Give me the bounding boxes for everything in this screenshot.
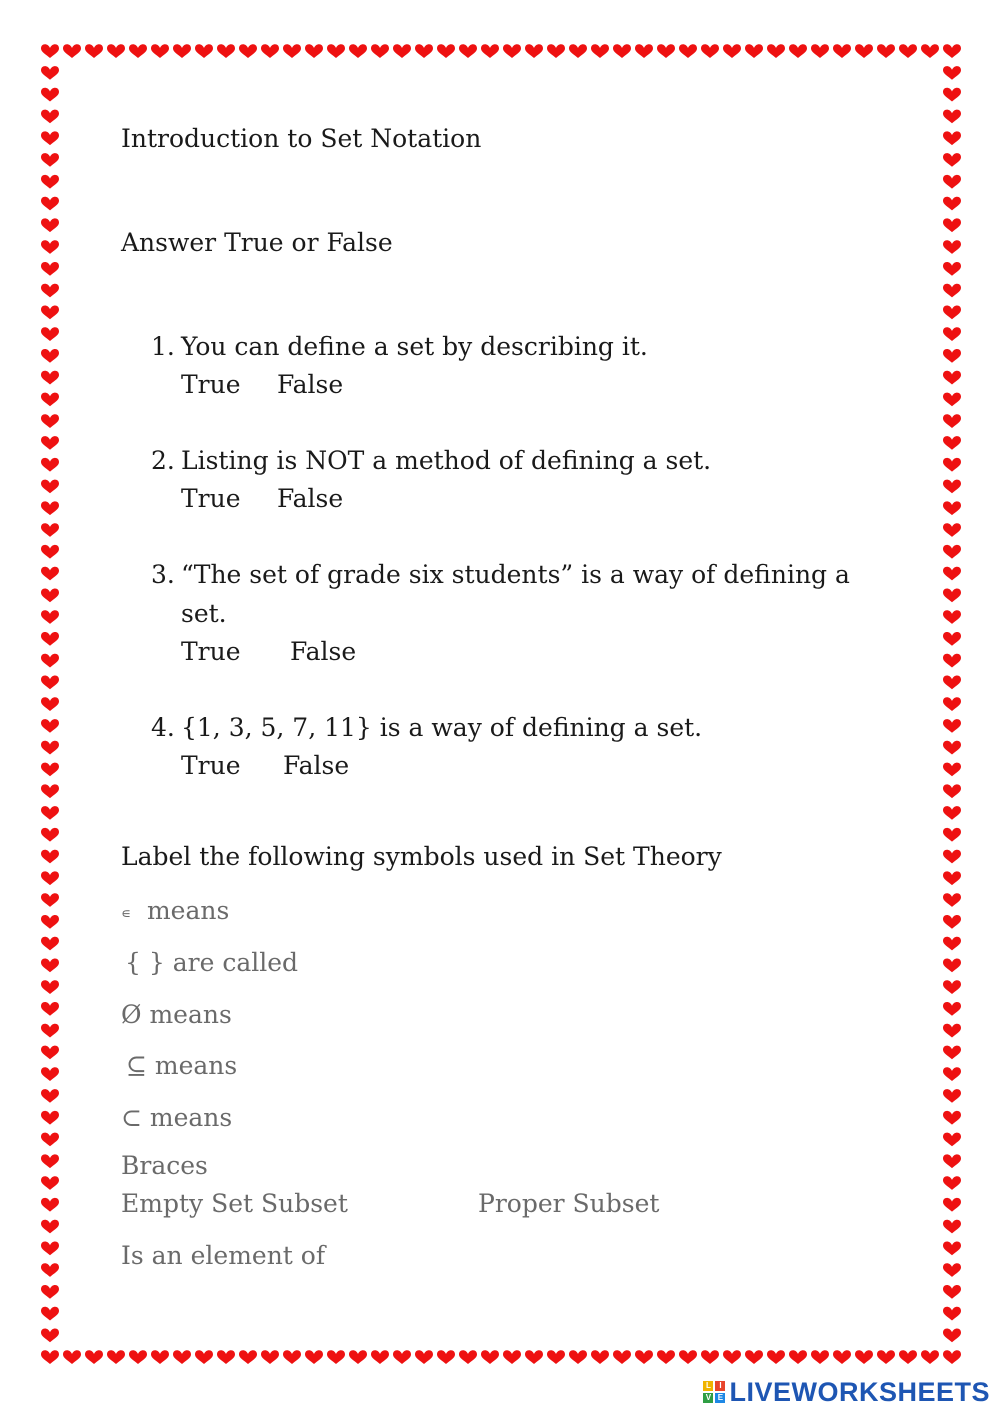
heart-icon: [41, 501, 59, 515]
heart-icon: [41, 458, 59, 472]
symbol-label: means: [146, 896, 230, 925]
heart-icon: [943, 501, 961, 515]
heart-icon: [283, 44, 301, 58]
heart-icon: [41, 1242, 59, 1256]
heart-icon: [701, 1350, 719, 1364]
heart-icon: [41, 1133, 59, 1147]
heart-icon: [833, 44, 851, 58]
heart-icon: [943, 937, 961, 951]
heart-icon: [943, 306, 961, 320]
symbol-label: means: [154, 1051, 238, 1080]
heart-icon: [899, 1350, 917, 1364]
heart-icon: [943, 871, 961, 885]
heart-icon: [327, 44, 345, 58]
heart-icon: [547, 1350, 565, 1364]
symbol-row-subset: [126, 1048, 445, 1081]
heart-icon: [789, 44, 807, 58]
heart-icon: [943, 850, 961, 864]
heart-icon: [635, 1350, 653, 1364]
heart-icon: [41, 784, 59, 798]
heart-icon: [943, 197, 961, 211]
heart-icon: [261, 1350, 279, 1364]
option-empty-set-subset[interactable]: Empty Set Subset: [121, 1189, 348, 1218]
element-of-symbol: ∊: [121, 906, 132, 922]
heart-icon: [261, 44, 279, 58]
true-option[interactable]: True: [181, 484, 241, 513]
heart-icon: [41, 523, 59, 537]
heart-icon: [943, 110, 961, 124]
heart-icon: [349, 1350, 367, 1364]
heart-icon: [569, 1350, 587, 1364]
heart-icon: [943, 1024, 961, 1038]
question-text: Listing is NOT a method of defining a set.: [181, 446, 712, 475]
logo-icon: [703, 1381, 725, 1403]
heart-icon: [41, 110, 59, 124]
heart-icon: [943, 371, 961, 385]
heart-icon: [41, 284, 59, 298]
heart-icon: [41, 371, 59, 385]
symbol-row-proper-subset: [121, 1100, 440, 1133]
empty-set-symbol: Ø: [121, 1000, 142, 1029]
question-number: 4.: [151, 713, 175, 742]
heart-icon: [41, 393, 59, 407]
heart-icon: [41, 697, 59, 711]
heart-icon: [41, 327, 59, 341]
heart-icon: [41, 66, 59, 80]
symbol-label: means: [149, 1000, 232, 1029]
true-option[interactable]: True: [181, 637, 241, 666]
heart-icon: [943, 915, 961, 929]
heart-icon: [41, 545, 59, 559]
heart-icon: [943, 523, 961, 537]
heart-icon: [41, 676, 59, 690]
heart-icon: [833, 1350, 851, 1364]
heart-icon: [129, 1350, 147, 1364]
heart-icon: [503, 1350, 521, 1364]
heart-icon: [811, 1350, 829, 1364]
symbol-drop-target[interactable]: [240, 1100, 440, 1126]
heart-icon: [613, 1350, 631, 1364]
heart-icon: [41, 240, 59, 254]
heart-icon: [41, 806, 59, 820]
heart-icon: [943, 218, 961, 232]
heart-icon: [943, 66, 961, 80]
heart-icon: [41, 1329, 59, 1343]
heart-icon: [63, 44, 81, 58]
heart-icon: [41, 1350, 59, 1364]
heart-icon: [41, 1307, 59, 1321]
heart-icon: [85, 1350, 103, 1364]
heart-icon: [943, 1133, 961, 1147]
heart-icon: [657, 1350, 675, 1364]
heart-icon: [591, 44, 609, 58]
heart-icon: [679, 44, 697, 58]
question-number: 3.: [151, 560, 175, 589]
heart-icon: [679, 1350, 697, 1364]
heart-icon: [723, 44, 741, 58]
heart-icon: [41, 1263, 59, 1277]
symbol-row-element-of: [121, 893, 437, 929]
instructions: Answer True or False: [121, 228, 393, 257]
heart-icon: [41, 567, 59, 581]
question-text: “The set of grade six students” is a way of defining a: [181, 560, 850, 589]
heart-icon: [943, 327, 961, 341]
false-option[interactable]: False: [283, 751, 350, 780]
heart-icon: [811, 44, 829, 58]
heart-icon: [41, 654, 59, 668]
heart-icon: [41, 915, 59, 929]
option-proper-subset[interactable]: Proper Subset: [478, 1189, 660, 1218]
heart-icon: [943, 1176, 961, 1190]
heart-icon: [943, 1002, 961, 1016]
heart-icon: [943, 676, 961, 690]
heart-icon: [943, 1198, 961, 1212]
page-title: Introduction to Set Notation: [121, 124, 482, 153]
heart-icon: [393, 1350, 411, 1364]
option-element-of[interactable]: Is an element of: [121, 1241, 326, 1270]
heart-icon: [503, 44, 521, 58]
heart-icon: [547, 44, 565, 58]
heart-icon: [41, 763, 59, 777]
heart-icon: [415, 1350, 433, 1364]
heart-icon: [525, 44, 543, 58]
heart-icon: [173, 44, 191, 58]
symbol-drop-target[interactable]: [245, 1048, 445, 1074]
heart-icon: [41, 349, 59, 363]
heart-icon: [217, 44, 235, 58]
heart-icon: [195, 44, 213, 58]
question-number: 1.: [151, 332, 175, 361]
heart-icon: [41, 131, 59, 145]
heart-icon: [613, 44, 631, 58]
heart-icon: [459, 1350, 477, 1364]
heart-icon: [943, 458, 961, 472]
heart-icon: [943, 741, 961, 755]
heart-icon: [943, 610, 961, 624]
heart-icon: [41, 1154, 59, 1168]
heart-icon: [107, 44, 125, 58]
heart-icon: [943, 1067, 961, 1081]
symbol-row-braces: [125, 945, 506, 978]
heart-icon: [41, 893, 59, 907]
heart-icon: [41, 1176, 59, 1190]
heart-icon: [41, 175, 59, 189]
heart-icon: [41, 436, 59, 450]
heart-icon: [41, 741, 59, 755]
heart-icon: [41, 719, 59, 733]
heart-icon: [943, 284, 961, 298]
heart-icon: [239, 44, 257, 58]
heart-icon: [723, 1350, 741, 1364]
heart-icon: [943, 959, 961, 973]
logo-letter-v: V: [703, 1393, 713, 1403]
heart-icon: [41, 1089, 59, 1103]
heart-icon: [855, 44, 873, 58]
heart-icon: [41, 1046, 59, 1060]
symbol-label: means: [149, 1103, 233, 1132]
heart-icon: [525, 1350, 543, 1364]
heart-icon: [767, 1350, 785, 1364]
heart-icon: [943, 1350, 961, 1364]
false-option[interactable]: False: [277, 370, 344, 399]
heart-icon: [921, 1350, 939, 1364]
question-text: You can define a set by describing it.: [181, 332, 648, 361]
heart-icon: [173, 1350, 191, 1364]
question-text: {1, 3, 5, 7, 11} is a way of defining a set.: [181, 713, 703, 742]
heart-icon: [41, 1198, 59, 1212]
logo-letter-l: L: [703, 1381, 713, 1391]
subset-symbol: ⊆: [126, 1051, 147, 1080]
question-text-continued: set.: [181, 599, 227, 628]
heart-icon: [85, 44, 103, 58]
heart-icon: [943, 1154, 961, 1168]
heart-icon: [41, 1067, 59, 1081]
false-option[interactable]: False: [277, 484, 344, 513]
liveworksheets-logo[interactable]: [703, 1376, 990, 1408]
heart-icon: [41, 610, 59, 624]
heart-icon: [459, 44, 477, 58]
heart-icon: [943, 1220, 961, 1234]
logo-letter-e: E: [715, 1393, 725, 1403]
heart-icon: [151, 1350, 169, 1364]
heart-icon: [393, 44, 411, 58]
heart-icon: [635, 44, 653, 58]
heart-icon: [943, 828, 961, 842]
heart-icon: [41, 1111, 59, 1125]
heart-icon: [943, 763, 961, 777]
heart-icon: [41, 197, 59, 211]
heart-icon: [569, 44, 587, 58]
heart-icon: [943, 980, 961, 994]
heart-icon: [41, 850, 59, 864]
braces-symbol: { }: [125, 948, 165, 977]
heart-icon: [41, 980, 59, 994]
heart-icon: [305, 1350, 323, 1364]
heart-icon: [107, 1350, 125, 1364]
heart-icon: [283, 1350, 301, 1364]
heart-icon: [701, 44, 719, 58]
proper-subset-symbol: ⊂: [121, 1103, 142, 1132]
heart-icon: [41, 414, 59, 428]
heart-icon: [41, 1024, 59, 1038]
heart-icon: [371, 44, 389, 58]
heart-icon: [943, 1046, 961, 1060]
heart-icon: [943, 1307, 961, 1321]
heart-icon: [943, 240, 961, 254]
heart-icon: [943, 153, 961, 167]
heart-icon: [745, 44, 763, 58]
heart-icon: [481, 44, 499, 58]
heart-icon: [943, 131, 961, 145]
heart-icon: [943, 1242, 961, 1256]
heart-icon: [877, 1350, 895, 1364]
heart-icon: [943, 44, 961, 58]
heart-icon: [41, 632, 59, 646]
heart-icon: [877, 44, 895, 58]
heart-icon: [943, 697, 961, 711]
heart-icon: [481, 1350, 499, 1364]
heart-icon: [41, 1285, 59, 1299]
heart-icon: [41, 1002, 59, 1016]
option-braces[interactable]: Braces: [121, 1151, 208, 1180]
heart-icon: [943, 88, 961, 102]
heart-icon: [767, 44, 785, 58]
heart-icon: [41, 589, 59, 603]
heart-icon: [943, 567, 961, 581]
heart-icon: [943, 654, 961, 668]
heart-icon: [943, 632, 961, 646]
symbol-drop-target[interactable]: [237, 893, 437, 919]
heart-icon: [239, 1350, 257, 1364]
true-option[interactable]: True: [181, 751, 241, 780]
brand-name: LIVEWORKSHEETS: [729, 1376, 990, 1407]
heart-icon: [41, 828, 59, 842]
logo-letter-i: I: [715, 1381, 725, 1391]
label-section-heading: Label the following symbols used in Set Theory: [121, 842, 722, 871]
symbol-label: are called: [172, 948, 299, 977]
heart-icon: [195, 1350, 213, 1364]
question-number: 2.: [151, 446, 175, 475]
heart-icon: [943, 349, 961, 363]
heart-icon: [371, 1350, 389, 1364]
symbol-drop-target[interactable]: [240, 997, 440, 1023]
heart-icon: [41, 480, 59, 494]
heart-icon: [41, 1220, 59, 1234]
heart-icon: [943, 414, 961, 428]
heart-icon: [41, 218, 59, 232]
heart-icon: [305, 44, 323, 58]
heart-icon: [943, 393, 961, 407]
heart-icon: [943, 436, 961, 450]
symbol-drop-target[interactable]: [306, 945, 506, 971]
heart-icon: [151, 44, 169, 58]
heart-icon: [591, 1350, 609, 1364]
heart-icon: [943, 1089, 961, 1103]
heart-icon: [943, 806, 961, 820]
heart-icon: [415, 44, 433, 58]
heart-icon: [217, 1350, 235, 1364]
heart-icon: [899, 44, 917, 58]
heart-icon: [745, 1350, 763, 1364]
heart-icon: [855, 1350, 873, 1364]
heart-icon: [921, 44, 939, 58]
heart-icon: [943, 1263, 961, 1277]
heart-icon: [41, 44, 59, 58]
heart-icon: [943, 784, 961, 798]
heart-icon: [63, 1350, 81, 1364]
heart-icon: [943, 545, 961, 559]
true-option[interactable]: True: [181, 370, 241, 399]
heart-icon: [41, 262, 59, 276]
heart-icon: [41, 959, 59, 973]
heart-icon: [943, 480, 961, 494]
heart-icon: [789, 1350, 807, 1364]
heart-icon: [943, 719, 961, 733]
heart-icon: [437, 1350, 455, 1364]
heart-icon: [349, 44, 367, 58]
heart-icon: [943, 893, 961, 907]
symbol-row-empty-set: [121, 997, 440, 1030]
heart-icon: [129, 44, 147, 58]
heart-icon: [41, 88, 59, 102]
heart-icon: [943, 175, 961, 189]
heart-icon: [943, 262, 961, 276]
heart-icon: [41, 153, 59, 167]
false-option[interactable]: False: [290, 637, 357, 666]
heart-icon: [943, 1329, 961, 1343]
heart-icon: [327, 1350, 345, 1364]
heart-icon: [437, 44, 455, 58]
heart-icon: [41, 871, 59, 885]
heart-icon: [41, 306, 59, 320]
heart-icon: [943, 1111, 961, 1125]
heart-icon: [943, 1285, 961, 1299]
heart-icon: [657, 44, 675, 58]
heart-icon: [41, 937, 59, 951]
heart-icon: [943, 589, 961, 603]
